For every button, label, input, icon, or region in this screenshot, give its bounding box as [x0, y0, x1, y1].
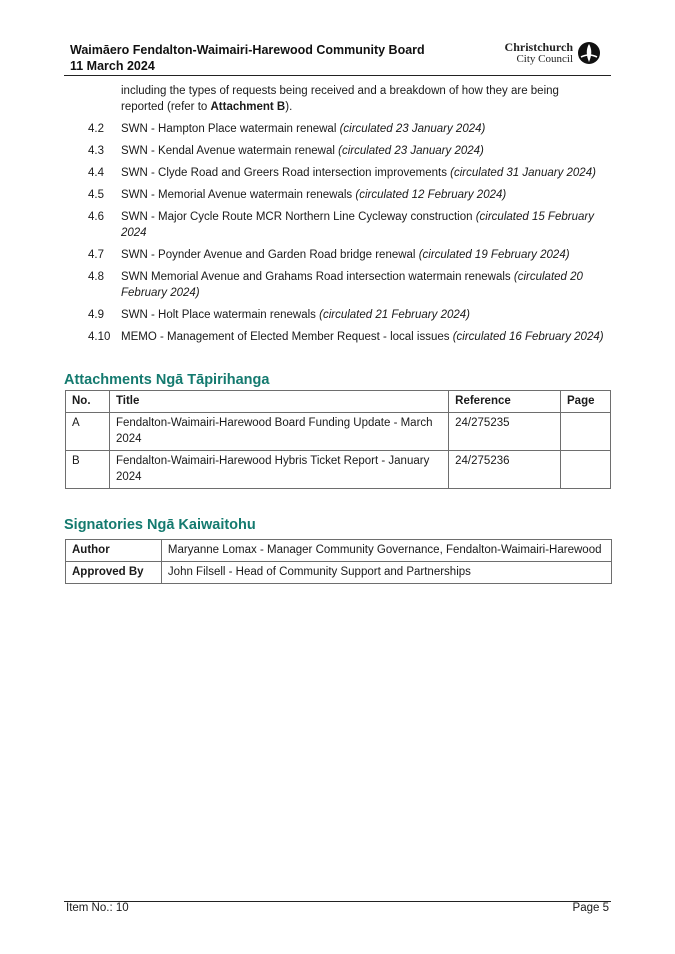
list-item-number: 4.9: [88, 309, 104, 321]
list-item-note: (circulated 23 January 2024): [338, 145, 484, 157]
signatories-table: [65, 539, 612, 584]
meeting-date: 11 March 2024: [70, 59, 155, 73]
list-item-number: 4.7: [88, 249, 104, 261]
attachments-table: [65, 390, 611, 489]
attachments-header-row: [66, 391, 611, 413]
list-item-note: (circulated 15 February 2024: [121, 211, 594, 239]
list-item: [88, 329, 608, 345]
list-item-text: SWN - Hampton Place watermain renewal: [121, 123, 340, 135]
list-item: [88, 269, 608, 301]
council-logo: [499, 41, 601, 67]
list-item-note: (circulated 21 February 2024): [319, 309, 470, 321]
logo-line-1: Christchurch: [504, 40, 573, 54]
list-item-text: SWN - Memorial Avenue watermain renewals: [121, 189, 356, 201]
attachment-reference: 24/275236: [449, 451, 561, 489]
logo-line-2: City Council: [516, 53, 573, 65]
list-item-text: SWN - Holt Place watermain renewals: [121, 309, 320, 321]
list-item: [88, 143, 608, 159]
attachment-title: Fendalton-Waimairi-Harewood Hybris Ticket Report - January 2024: [109, 451, 448, 489]
intro-attachment-ref: Attachment B: [210, 101, 286, 113]
list-item-number: 4.8: [88, 271, 104, 283]
list-item-number: 4.2: [88, 123, 104, 135]
attachment-reference: 24/275235: [449, 413, 561, 451]
signatory-role: Author: [66, 540, 162, 562]
list-item-note: (circulated 23 January 2024): [339, 123, 486, 135]
header-divider: [64, 75, 611, 76]
list-item-number: 4.5: [88, 189, 104, 201]
column-header-no: No.: [66, 391, 110, 413]
list-item-number: 4.10: [88, 331, 111, 343]
list-item-text: SWN Memorial Avenue and Grahams Road intersection watermain renewals: [121, 271, 514, 283]
list-item-number: 4.3: [88, 145, 104, 157]
footer-divider: [64, 901, 611, 902]
list-item-note: (circulated 12 February 2024): [355, 189, 507, 201]
list-item-text: MEMO - Management of Elected Member Request - local issues: [121, 331, 453, 343]
attachment-no: A: [66, 413, 110, 451]
list-item-note: (circulated 19 February 2024): [418, 249, 570, 261]
table-row: [66, 413, 611, 451]
column-header-page: Page: [561, 391, 611, 413]
table-row: [66, 451, 611, 489]
list-item-number: 4.4: [88, 167, 104, 179]
list-item: [88, 187, 608, 203]
list-item: [88, 247, 608, 263]
item-number: Item No.: 10: [66, 902, 129, 914]
council-emblem-icon: [577, 41, 601, 65]
signatory-name: Maryanne Lomax - Manager Community Governance, Fendalton-Waimairi-Harewood: [161, 540, 611, 562]
table-row: [66, 562, 612, 584]
list-item-note: (circulated 20 February 2024): [121, 271, 583, 299]
list-item: [88, 121, 608, 137]
page-number: Page 5: [572, 902, 609, 914]
intro-text: including the types of requests being received and a breakdown of how they are being reported (refer to: [121, 85, 559, 113]
list-item: [88, 307, 608, 323]
attachment-no: B: [66, 451, 110, 489]
list-item: [88, 165, 608, 181]
list-item-text: SWN - Clyde Road and Greers Road intersection improvements: [121, 167, 451, 179]
signatories-heading: Signatories Ngā Kaiwaitohu: [64, 517, 256, 533]
list-item-number: 4.6: [88, 211, 104, 223]
attachment-title: Fendalton-Waimairi-Harewood Board Funding Update - March 2024: [109, 413, 448, 451]
attachments-heading: Attachments Ngā Tāpirihanga: [64, 372, 270, 388]
intro-tail: ).: [285, 101, 293, 113]
attachment-page: [561, 451, 611, 489]
table-row: [66, 540, 612, 562]
document-header: [70, 42, 425, 74]
column-header-reference: Reference: [449, 391, 561, 413]
intro-paragraph: [121, 83, 601, 115]
board-name: Waimāero Fendalton-Waimairi-Harewood Community Board: [70, 43, 425, 57]
list-item-text: SWN - Major Cycle Route MCR Northern Line Cycleway construction: [121, 211, 476, 223]
signatory-role: Approved By: [66, 562, 162, 584]
column-header-title: Title: [109, 391, 448, 413]
list-item-note: (circulated 31 January 2024): [450, 167, 596, 179]
list-item-note: (circulated 16 February 2024): [452, 331, 604, 343]
attachment-page: [561, 413, 611, 451]
signatory-name: John Filsell - Head of Community Support and Partnerships: [161, 562, 611, 584]
list-item: [88, 209, 608, 241]
list-item-text: SWN - Poynder Avenue and Garden Road bridge renewal: [121, 249, 419, 261]
list-item-text: SWN - Kendal Avenue watermain renewal: [121, 145, 339, 157]
numbered-list: [88, 121, 608, 351]
